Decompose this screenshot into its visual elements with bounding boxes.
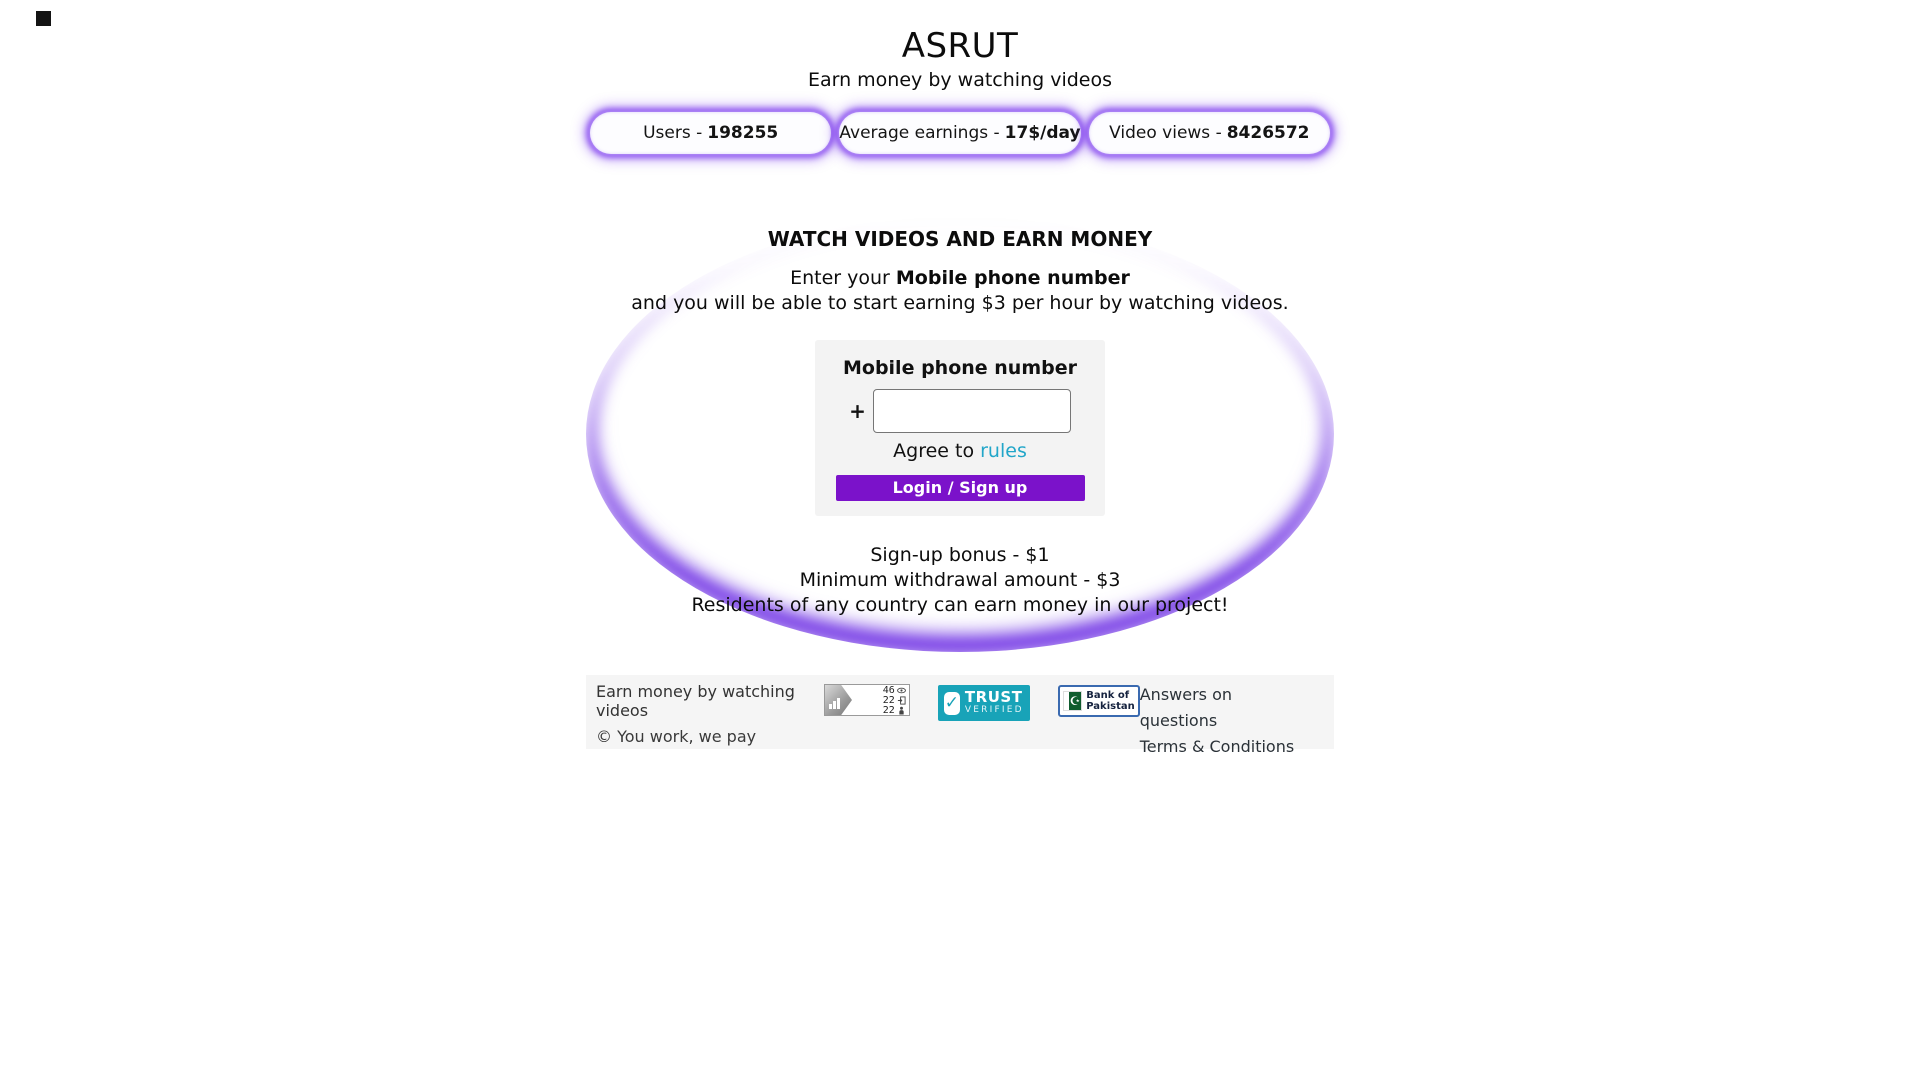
agree-text: Agree to: [893, 440, 981, 462]
note-residents: Residents of any country can earn money in our project!: [691, 594, 1229, 616]
counter-views-value: 46: [882, 684, 895, 696]
bank-of-pakistan-badge: [1058, 685, 1140, 717]
stat-views-value: 8426572: [1226, 123, 1310, 143]
plus-prefix: +: [849, 399, 866, 423]
login-signup-button[interactable]: Login / Sign up: [836, 475, 1085, 501]
answers-link[interactable]: Answers on questions: [1139, 685, 1233, 730]
stat-views-label: Video views -: [1109, 123, 1222, 143]
trust-badge-line2: VERIFIED: [964, 705, 1024, 715]
counter-chart-icon: [825, 685, 852, 715]
footer: [586, 675, 1334, 756]
stat-users-label: Users -: [643, 123, 703, 143]
checkmark-icon: ✓: [944, 693, 959, 713]
phone-input[interactable]: [873, 389, 1071, 433]
pakistan-flag-icon: [1063, 691, 1083, 711]
exit-icon: [897, 696, 906, 705]
stat-earnings-value: 17$/day: [1004, 123, 1081, 143]
headline: WATCH VIDEOS AND EARN MONEY: [767, 227, 1153, 251]
stat-earnings: [839, 112, 1080, 154]
bonus-notes: [586, 543, 1334, 618]
counter-visits-value: 22: [882, 694, 895, 706]
intro-prefix: Enter your: [790, 267, 896, 289]
trust-badge-line1: TRUST: [964, 688, 1023, 706]
site-subtitle: Earn money by watching videos: [807, 69, 1113, 91]
trust-verified-badge: [938, 685, 1030, 721]
stat-users-value: 198255: [707, 123, 779, 143]
footer-copyright: © You work, we pay: [596, 727, 757, 746]
intro-text: [586, 266, 1334, 316]
note-signup-bonus: Sign-up bonus - $1: [870, 544, 1050, 566]
stats-row: [586, 106, 1334, 160]
terms-link[interactable]: Terms & Conditions: [1139, 737, 1295, 756]
main-panel: [586, 216, 1334, 652]
stat-views: [1089, 112, 1330, 154]
visitor-counter-badge: [824, 684, 910, 716]
corner-artifact: [36, 11, 51, 26]
bank-badge-line2: Pakistan: [1086, 701, 1135, 712]
eye-icon: [897, 686, 906, 695]
site-title: ASRUT: [901, 26, 1019, 66]
signup-form: [815, 340, 1105, 516]
intro-line2: and you will be able to start earning $3 per hour by watching videos.: [631, 292, 1289, 314]
rules-link[interactable]: rules: [980, 440, 1027, 462]
intro-bold: Mobile phone number: [895, 267, 1130, 289]
stat-earnings-label: Average earnings -: [839, 123, 1000, 143]
person-icon: [897, 706, 906, 715]
footer-tagline: Earn money by watching videos: [596, 682, 795, 720]
agree-row: [815, 440, 1105, 462]
page: [586, 0, 1334, 756]
crescent-star-glyph: ☪: [1069, 694, 1081, 708]
bank-badge-line1: Bank of: [1086, 690, 1130, 701]
phone-label: Mobile phone number: [842, 357, 1077, 379]
counter-visitors-value: 22: [882, 704, 895, 716]
note-min-withdrawal: Minimum withdrawal amount - $3: [799, 569, 1121, 591]
stat-users: [590, 112, 831, 154]
